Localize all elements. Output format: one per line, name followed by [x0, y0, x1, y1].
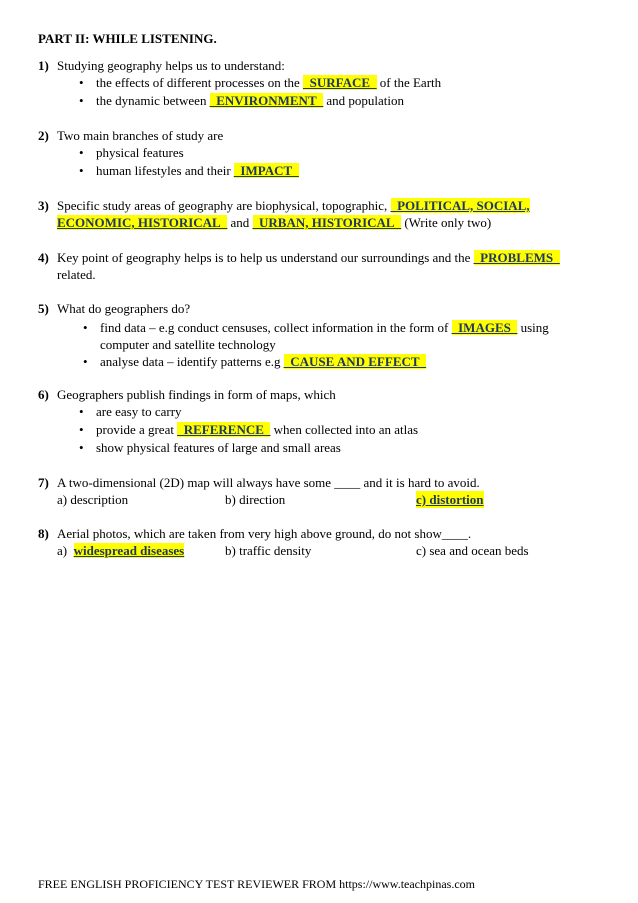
- bullet-item: • the effects of different processes on the _SURFACE_ of the Earth: [96, 74, 598, 92]
- answer-blank: _CAUSE AND EFFECT_: [283, 354, 427, 369]
- option-a-answer: widespread diseases: [73, 543, 185, 558]
- question-6: [38, 386, 598, 457]
- answer-blank: _REFERENCE_: [177, 422, 271, 437]
- question-text: Two main branches of study are: [57, 128, 224, 143]
- answer-blank: _PROBLEMS_: [473, 250, 560, 265]
- option-a: a) widespread diseases: [57, 543, 185, 558]
- option-a: a) description: [57, 492, 129, 507]
- question-number: 6): [38, 387, 49, 402]
- question-3: 3) Specific study areas of geography are biophysical, topographic, _POLITICAL, SOCIAL, ECONOMIC, HISTORICAL_ and _URBAN, HISTORICAL_ (Write only two): [38, 198, 530, 230]
- answer-blank: _POLITICAL, SOCIAL,: [390, 198, 530, 213]
- question-text: What do geographers do?: [57, 301, 191, 316]
- question-text: Aerial photos, which are taken from very high above ground, do not show____.: [57, 526, 472, 541]
- question-text: Geographers publish findings in form of maps, which: [57, 387, 336, 402]
- page-title: PART II: WHILE LISTENING.: [38, 31, 217, 46]
- bullet-item: • the dynamic between _ENVIRONMENT_ and population: [96, 92, 598, 110]
- bullet-item: • physical features: [96, 144, 598, 162]
- question-4: 4) Key point of geography helps is to help us understand our surroundings and the _PROBLEMS_ related.: [38, 250, 560, 282]
- question-8: [38, 525, 598, 560]
- question-text: Studying geography helps us to understand:: [57, 58, 285, 73]
- options-row: [38, 491, 598, 509]
- bullet-item: • analyse data – identify patterns e.g _CAUSE AND EFFECT_: [100, 353, 598, 371]
- question-7: [38, 474, 598, 509]
- answer-blank: _SURFACE_: [303, 75, 377, 90]
- option-c: c) sea and ocean beds: [416, 543, 529, 558]
- option-b: b) direction: [225, 492, 286, 507]
- question-number: 7): [38, 475, 49, 490]
- question-number: 2): [38, 128, 49, 143]
- bullet-item: • find data – e.g conduct censuses, collect information in the form of _IMAGES_ using: [100, 319, 598, 337]
- options-row: [38, 542, 598, 560]
- question-number: 1): [38, 58, 49, 73]
- option-b: b) traffic density: [225, 543, 312, 558]
- bullet-item: • show physical features of large and small areas: [96, 439, 598, 457]
- bullet-item: • provide a great _REFERENCE_ when collected into an atlas: [96, 421, 598, 439]
- answer-blank: _ENVIRONMENT_: [209, 93, 324, 108]
- answer-blank: ECONOMIC, HISTORICAL_: [57, 215, 228, 230]
- page-footer: FREE ENGLISH PROFICIENCY TEST REVIEWER FROM https://www.teachpinas.com: [38, 877, 475, 891]
- bullet-item: • human lifestyles and their _IMPACT_: [96, 162, 598, 180]
- answer-blank: _IMAGES_: [451, 320, 518, 335]
- answer-blank: _URBAN, HISTORICAL_: [252, 215, 402, 230]
- question-text: A two-dimensional (2D) map will always have some ____ and it is hard to avoid.: [57, 475, 480, 490]
- bullet-continuation: computer and satellite technology: [100, 337, 276, 352]
- question-number: 8): [38, 526, 49, 541]
- bullet-item: • are easy to carry: [96, 403, 598, 421]
- question-1: [38, 57, 598, 110]
- question-2: [38, 127, 598, 180]
- answer-blank: _IMPACT_: [233, 163, 299, 178]
- question-number: 5): [38, 301, 49, 316]
- question-5: [38, 300, 598, 371]
- question-number: 3): [38, 198, 49, 213]
- option-c-answer: c) distortion: [416, 492, 484, 507]
- question-number: 4): [38, 250, 49, 265]
